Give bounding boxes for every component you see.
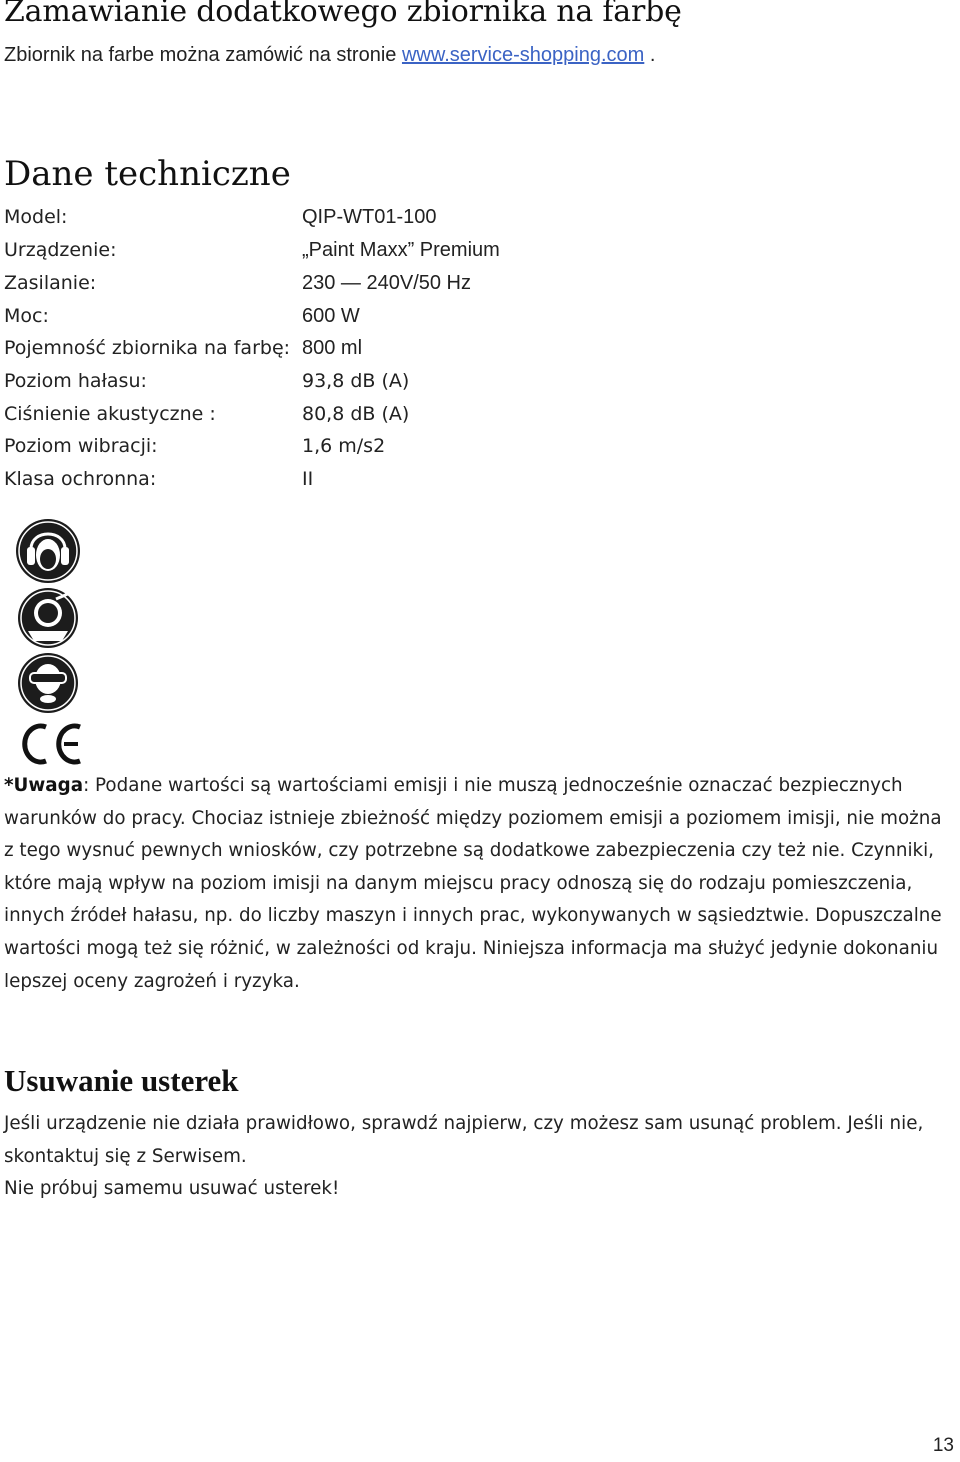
order-info-trailing: . [644, 44, 656, 66]
spec-label: Zasilanie: [4, 272, 97, 294]
ce-mark-icon [25, 726, 80, 762]
spec-label: Ciśnienie akustyczne : [4, 403, 216, 425]
spec-value: QIP-WT01-100 [302, 206, 437, 228]
page-number: 13 [932, 1435, 954, 1456]
safety-icons [4, 503, 92, 769]
eye-protection-icon [18, 653, 78, 713]
spec-label: Klasa ochronna: [4, 468, 157, 490]
ear-protection-icon [16, 519, 80, 583]
respirator-mask-icon [18, 588, 78, 648]
warning-text: : Podane wartości są wartościami emisji i nie muszą jednocześnie oznaczać bezpiecznych warunków do pracy. Chociaz istnieje zbieżność między poziomem emisji a poziomem imisji, nie można z tego wysnuć pewnych wniosków, czy potrzebne są dodatkowe zabezpieczenia czy też nie. Czynniki, które mają wpływ na poziom imisji na danym miejscu pracy odnoszą się do rodzaju pomieszczenia, innych źródeł hałasu, np. do liczby maszyn i innych prac, wykonywanych w sąsiedztwie. Dopuszczalne wartości mogą też się różnić, w zależności od kraju. Niniejsza informacja ma służyć jedynie dokonaniu lepszej oceny zagrożeń i ryzyka. [4, 775, 942, 992]
spec-label: Poziom hałasu: [4, 370, 147, 392]
troubleshooting-line-1: Jeśli urządzenie nie działa prawidłowo, sprawdź najpierw, czy możesz sam usunąć problem. Jeśli nie, skontaktuj się z Serwisem. [4, 1113, 924, 1167]
spec-value: 600 W [302, 305, 360, 327]
spec-value: II [302, 468, 314, 490]
spec-value: „Paint Maxx” Premium [302, 239, 500, 261]
order-info-text: Zbiornik na farbe można zamówić na stronie [4, 44, 402, 66]
troubleshooting-text [4, 1108, 954, 1206]
troubleshooting-line-2: Nie próbuj samemu usuwać usterek! [4, 1178, 340, 1200]
shop-link[interactable]: www.service-shopping.com [401, 44, 645, 66]
troubleshooting-title: Usuwanie usterek [4, 1063, 239, 1098]
spec-label: Pojemność zbiornika na farbę: [4, 337, 291, 359]
order-section-title: Zamawianie dodatkowego zbiornika na farbę [4, 0, 682, 29]
tech-data-title: Dane techniczne [4, 154, 291, 194]
spec-value: 93,8 dB (A) [302, 370, 410, 392]
warning-label: *Uwaga [4, 775, 84, 796]
order-info-line [4, 44, 655, 67]
spec-value: 80,8 dB (A) [302, 403, 410, 425]
spec-value: 800 ml [302, 337, 363, 359]
spec-value: 230 — 240V/50 Hz [302, 272, 471, 294]
spec-value: 1,6 m/s2 [302, 435, 386, 457]
spec-label: Poziom wibracji: [4, 435, 158, 457]
spec-label: Model: [4, 206, 68, 228]
spec-label: Urządzenie: [4, 239, 117, 261]
warning-note [4, 770, 954, 998]
spec-label: Moc: [4, 305, 49, 327]
